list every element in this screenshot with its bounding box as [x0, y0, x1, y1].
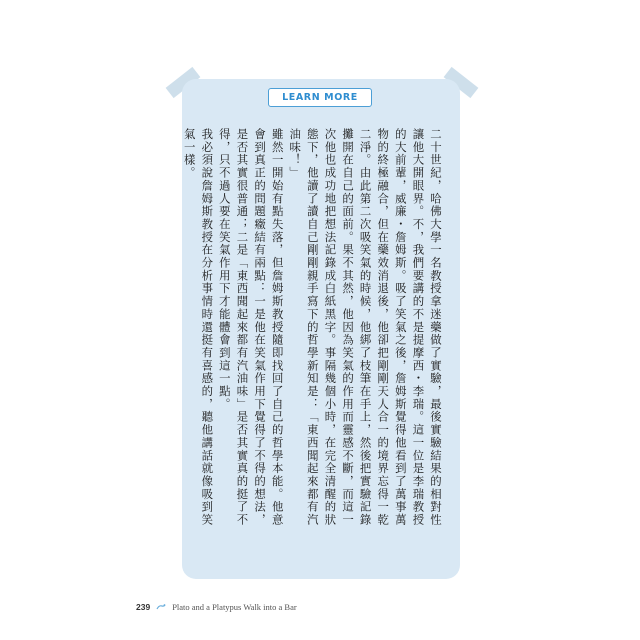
paragraph: 雖然一開始有點失落，但詹姆斯教授隨即找回了自己的哲學本能。他意會到真正的問題癥結有兩點：一是他在笑氣作用下覺得了不得的想法，是否其實很普通；二是「東西聞起來都有汽油味」是否其實真的挺了不得，只不過人要在笑氣作用下才能體會到這一點。: [217, 128, 285, 527]
book-title: Plato and a Platypus Walk into a Bar: [172, 602, 297, 612]
learn-more-badge: LEARN MORE: [268, 88, 372, 107]
paragraph: 我必須說詹姆斯教授在分析事情時還挺有喜感的，聽他講話就像吸到笑氣一樣。: [182, 128, 215, 527]
platypus-icon: [156, 603, 166, 611]
paragraph: 二十世紀，哈佛大學一名教授拿迷藥做了實驗，最後實驗結果的相對性讓他大開眼界。不，我們要講的不是提摩西・李瑞。這一位是李瑞教授的大前輩，威廉・詹姆斯。吸了笑氣之後，詹姆斯覺得他看到了萬事萬物的終極融合，但在藥效消退後，他卻把剛剛天人合一的境界忘得一乾二淨。由此第二次吸笑氣的時候，他綁了枝筆在手上，然後把實驗記錄攤開在自己的面前。果不其然，他因為笑氣的作用而靈感不斷，而這一次他也成功地把想法記錄成白紙黑字。事隔幾個小時，在完全清醒的狀態下，他讀了讀自己剛剛親手寫下的哲學新知是：「東西聞起來都有汽油味！」: [288, 128, 443, 527]
page-footer: [136, 600, 297, 614]
card-body-text: [180, 128, 444, 528]
page-number: 239: [136, 602, 151, 612]
